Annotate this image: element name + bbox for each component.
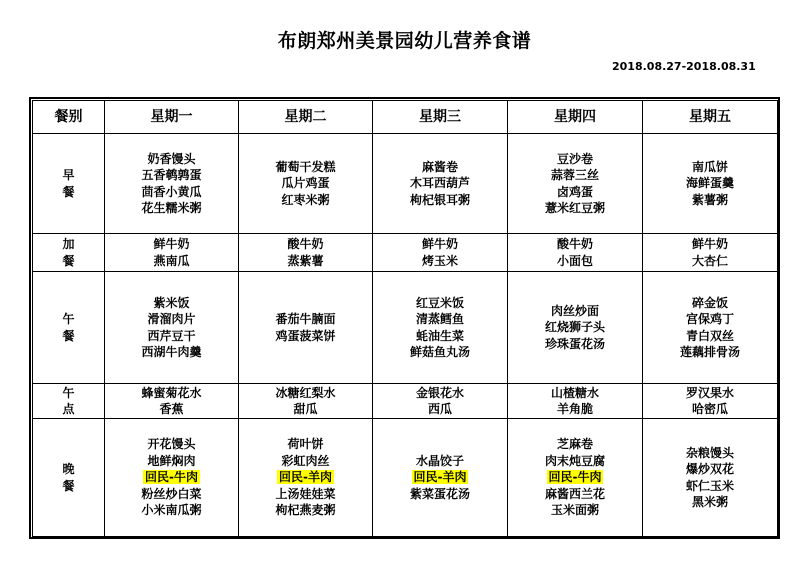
dish-name: 南瓜饼 [691,159,728,174]
menu-cell [239,234,373,272]
page-title: 布朗郑州美景园幼儿营养食谱 [277,30,532,52]
menu-item-line [239,253,372,270]
menu-item-line [105,184,238,201]
menu-cell [105,134,239,234]
menu-item-line [508,385,642,402]
dish-name: 清蒸鳕鱼 [415,312,464,326]
meal-row-lunch [33,272,778,384]
dish-name: 滑溜肉片 [147,312,196,326]
meal-label-afternoon-snack [33,384,105,419]
date-range: 2018.08.27-2018.08.31 [612,60,756,73]
meal-label-char: 餐 [62,328,75,343]
menu-item-line [373,192,507,209]
dish-name: 豆沙卷 [556,151,593,166]
dish-name: 酸牛奶 [556,237,593,251]
dish-name: 西瓜 [427,402,452,416]
menu-item-line [373,253,507,270]
menu-item-line [239,192,372,209]
dish-name: 宫保鸡丁 [685,312,734,326]
dish-name: 鲜牛奶 [691,237,728,251]
menu-item-line [105,328,238,345]
header-meal-col: 餐别 [33,101,105,134]
dish-name: 烤玉米 [421,253,458,268]
menu-item-line [239,436,372,453]
dish-name: 鲜牛奶 [421,237,458,251]
dish-name: 小面包 [556,253,593,268]
meal-label-snack [33,234,105,272]
meal-label-dinner [33,419,105,537]
menu-item-line [373,159,507,176]
menu-item-line [643,311,777,328]
dish-name: 羊角脆 [556,402,593,416]
menu-cell [508,134,643,234]
menu-cell [373,272,508,384]
menu-item-line [643,344,777,361]
meal-label-char: 加 [62,237,75,251]
dish-name: 蒸紫薯 [287,253,324,268]
dish-name: 金银花水 [415,385,464,400]
menu-item-line [643,445,777,462]
menu-item-line [508,453,642,470]
menu-item-line [105,401,238,418]
menu-item-line [508,253,642,270]
menu-item-line [239,328,372,345]
dish-name: 燕南瓜 [153,253,190,268]
meal-label-char: 餐 [62,253,75,268]
menu-item-line [105,151,238,168]
menu-cell [239,384,373,419]
menu-item-line [643,192,777,209]
menu-item-line [508,469,642,486]
dish-name: 粉丝炒白菜 [141,486,202,501]
menu-item-line [643,494,777,511]
menu-cell [373,134,508,234]
meal-label-lunch [33,272,105,384]
menu-cell [105,384,239,419]
menu-cell [643,234,778,272]
menu-item-line [643,253,777,270]
dish-name: 香蕉 [159,402,184,416]
dish-name: 杂粮馒头 [685,445,734,460]
header-day-mon: 星期一 [105,101,239,134]
menu-cell [239,272,373,384]
menu-cell [105,419,239,537]
header-day-tue: 星期二 [239,101,373,134]
dish-name: 芝麻卷 [556,437,593,452]
dish-name: 木耳西葫芦 [409,176,470,191]
menu-cell [643,272,778,384]
meal-label-char: 午 [62,312,75,326]
dish-name: 五香鹌鹑蛋 [141,168,202,182]
menu-item-line [239,401,372,418]
dish-name: 红豆米饭 [415,295,464,310]
menu-item-line [239,469,372,486]
menu-item-line [105,385,238,402]
dish-name: 山楂糖水 [550,385,599,400]
menu-cell [239,134,373,234]
header-day-fri: 星期五 [643,101,778,134]
menu-item-line [105,253,238,270]
menu-item-line [508,319,642,336]
dish-name: 薏米红豆粥 [544,201,605,215]
menu-item-line [508,486,642,503]
dish-name: 开花馒头 [147,437,196,452]
menu-item-line [643,478,777,495]
menu-item-line [239,486,372,503]
meal-row-dinner [33,419,778,537]
menu-item-line [373,385,507,402]
meal-label-char: 午 [62,385,75,400]
header-day-thu: 星期四 [508,101,643,134]
dish-name: 荷叶饼 [287,437,324,452]
menu-item-line [373,401,507,418]
dish-name: 罗汉果水 [685,385,734,400]
menu-item-line [643,401,777,418]
dish-name: 鲜菇鱼丸汤 [409,345,470,359]
dish-name: 蚝油生菜 [415,328,464,343]
menu-item-line [508,151,642,168]
dish-name: 花生糯米粥 [141,201,202,215]
dish-name: 海鲜蛋羹 [685,176,734,191]
meal-label-char: 晚 [62,462,75,476]
meal-label-char: 早 [62,168,75,182]
menu-cell [508,419,643,537]
menu-item-line [643,328,777,345]
menu-item-line [239,311,372,328]
dish-name: 麻酱卷 [421,159,458,174]
menu-item-line [239,502,372,519]
menu-cell [643,384,778,419]
menu-item-line [105,502,238,519]
menu-item-line [373,453,507,470]
dish-name: 青白双丝 [685,328,734,343]
menu-item-line [239,159,372,176]
menu-item-line [373,311,507,328]
dish-name: 冰糖红梨水 [275,385,336,400]
dish-name: 红烧狮子头 [544,320,605,335]
dish-name: 玉米面粥 [550,503,599,518]
dish-name: 紫米饭 [153,295,190,310]
dish-name: 虾仁玉米 [685,478,734,493]
dish-name: 爆炒双花 [685,462,734,476]
meal-row-breakfast [33,134,778,234]
menu-item-line [373,469,507,486]
dish-name: 甜瓜 [293,402,318,416]
meal-label-char: 餐 [62,478,75,493]
dish-name: 麻酱西兰花 [544,486,605,501]
menu-cell [105,234,239,272]
dish-name: 枸杞银耳粥 [409,192,470,207]
dish-name: 鲜牛奶 [153,237,190,251]
menu-item-line [105,200,238,217]
halal-dish-highlight: 回民-羊肉 [413,470,467,485]
dish-name: 鸡蛋菠菜饼 [275,328,336,343]
menu-item-line [239,175,372,192]
meal-label-char: 餐 [62,184,75,199]
dish-name: 小米南瓜粥 [141,503,202,518]
menu-item-line [508,236,642,253]
menu-item-line [105,436,238,453]
menu-cell [643,419,778,537]
menu-item-line [508,401,642,418]
menu-item-line [643,461,777,478]
header-day-wed: 星期三 [373,101,508,134]
menu-item-line [373,328,507,345]
menu-item-line [239,453,372,470]
header-row [33,101,778,134]
dish-name: 卤鸡蛋 [556,184,593,199]
dish-name: 奶香馒头 [147,151,196,166]
menu-item-line [373,344,507,361]
dish-name: 枸杞燕麦粥 [275,503,336,518]
menu-item-line [239,385,372,402]
menu-cell [643,134,778,234]
dish-name: 蒜蓉三丝 [550,168,599,182]
halal-dish-highlight: 回民-牛肉 [548,470,602,485]
dish-name: 肉丝炒面 [550,303,599,318]
halal-dish-highlight: 回民-牛肉 [145,470,198,485]
menu-cell [373,234,508,272]
menu-cell [508,272,643,384]
menu-item-line [105,469,238,486]
dish-name: 珍珠蛋花汤 [544,336,605,351]
dish-name: 莲藕排骨汤 [679,345,740,359]
meal-row-afternoon-snack [33,384,778,419]
menu-item-line [105,486,238,503]
dish-name: 葡萄干发糕 [275,159,336,174]
menu-item-line [508,436,642,453]
menu-item-line [373,236,507,253]
menu-cell [508,234,643,272]
menu-cell [105,272,239,384]
menu-item-line [643,385,777,402]
menu-item-line [508,167,642,184]
dish-name: 紫薯粥 [691,192,728,207]
menu-cell [508,384,643,419]
dish-name: 碎金饭 [691,295,728,310]
dish-name: 蜂蜜菊花水 [141,385,202,400]
halal-dish-highlight: 回民-羊肉 [279,470,332,485]
dish-name: 西芹豆干 [147,328,196,343]
dish-name: 哈密瓜 [691,402,728,416]
menu-cell [373,419,508,537]
menu-item-line [643,175,777,192]
menu-item-line [105,295,238,312]
menu-item-line [373,175,507,192]
dish-name: 西湖牛肉羹 [141,345,202,359]
menu-item-line [643,236,777,253]
dish-name: 肉末炖豆腐 [544,453,605,468]
dish-name: 紫菜蛋花汤 [409,486,470,501]
menu-item-line [508,336,642,353]
meal-row-snack [33,234,778,272]
menu-item-line [105,236,238,253]
menu-item-line [643,295,777,312]
dish-name: 瓜片鸡蛋 [281,176,330,191]
dish-name: 酸牛奶 [287,237,324,251]
menu-item-line [643,159,777,176]
menu-item-line [105,167,238,184]
menu-item-line [239,236,372,253]
dish-name: 地鲜焖肉 [147,453,196,468]
dish-name: 水晶饺子 [415,453,464,468]
menu-item-line [508,200,642,217]
menu-item-line [105,311,238,328]
menu-cell [373,384,508,419]
menu-item-line [373,295,507,312]
dish-name: 彩虹肉丝 [281,453,330,468]
dish-name: 上汤娃娃菜 [275,486,336,501]
dish-name: 黑米粥 [691,495,728,509]
meal-label-breakfast [33,134,105,234]
dish-name: 茴香小黄瓜 [141,184,202,199]
dish-name: 番茄牛腩面 [275,312,336,326]
menu-item-line [373,486,507,503]
menu-item-line [105,453,238,470]
menu-table [32,100,778,537]
menu-item-line [508,502,642,519]
meal-label-char: 点 [62,402,75,416]
dish-name: 红枣米粥 [281,192,330,207]
menu-item-line [508,184,642,201]
dish-name: 大杏仁 [691,253,728,268]
menu-cell [239,419,373,537]
menu-item-line [105,344,238,361]
menu-item-line [508,303,642,320]
